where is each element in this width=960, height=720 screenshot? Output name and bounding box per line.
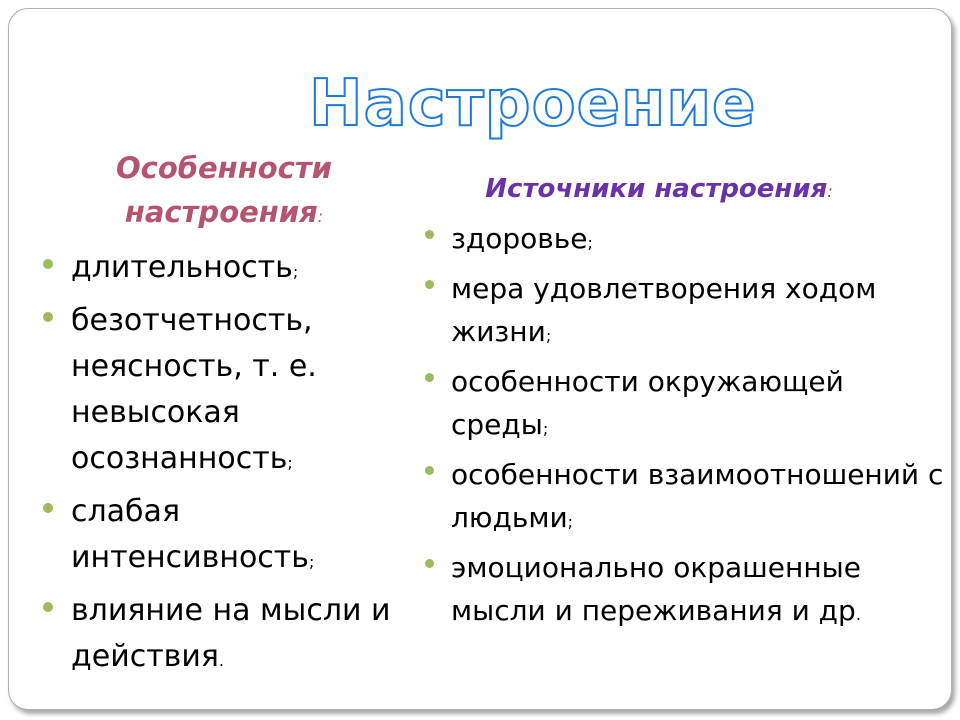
list-item-punct: . bbox=[855, 605, 861, 624]
slide bbox=[8, 8, 952, 710]
right-column-heading bbox=[429, 172, 889, 209]
list-item-text: особенности окружающей среды bbox=[451, 365, 844, 441]
list-item-punct: ; bbox=[292, 262, 299, 281]
bullet-dot-icon bbox=[425, 373, 434, 382]
list-item-text: здоровье bbox=[451, 222, 588, 255]
list-item bbox=[425, 546, 945, 636]
list-item-punct: ; bbox=[545, 326, 552, 345]
list-item-punct: . bbox=[218, 651, 224, 670]
list-item bbox=[425, 360, 945, 450]
list-item-punct: ; bbox=[542, 419, 549, 438]
list-item-punct: ; bbox=[287, 453, 293, 472]
list-item-text: особенности взаимоотношений с людьми bbox=[451, 458, 944, 534]
bullet-dot-icon bbox=[43, 259, 53, 269]
bullet-dot-icon bbox=[425, 280, 434, 289]
bullet-dot-icon bbox=[425, 559, 434, 568]
right-heading-colon: : bbox=[827, 182, 833, 201]
right-heading-text: Источники настроения bbox=[485, 174, 828, 204]
bullet-dot-icon bbox=[43, 312, 53, 322]
list-item bbox=[425, 217, 945, 264]
left-heading-line1: Особенности bbox=[116, 151, 332, 185]
list-item bbox=[43, 298, 393, 486]
list-item bbox=[425, 453, 945, 543]
list-item-text: длительность bbox=[71, 250, 293, 285]
bullet-dot-icon bbox=[425, 466, 434, 475]
list-item bbox=[425, 267, 945, 357]
bullet-dot-icon bbox=[43, 602, 53, 612]
left-column-heading bbox=[49, 146, 399, 239]
list-item bbox=[43, 245, 393, 295]
left-bullet-list bbox=[43, 245, 393, 687]
slide-title: Настроение bbox=[309, 67, 757, 141]
list-item-text: эмоционально окрашенные мысли и переживания и др bbox=[451, 551, 861, 627]
list-item-text: мера удовлетворения ходом жизни bbox=[451, 272, 877, 348]
list-item-punct: ; bbox=[567, 512, 574, 531]
bullet-dot-icon bbox=[43, 503, 53, 513]
list-item-punct: ; bbox=[308, 552, 315, 571]
list-item-text: влияние на мысли и действия bbox=[71, 593, 391, 674]
list-item bbox=[43, 588, 393, 684]
bullet-dot-icon bbox=[425, 230, 434, 239]
left-heading-colon: : bbox=[317, 207, 324, 226]
list-item-text: безотчетность, неясность, т. е. невысокая осознанность bbox=[71, 303, 317, 476]
list-item bbox=[43, 489, 393, 585]
left-heading-line2 bbox=[49, 190, 399, 239]
list-item-text: слабая интенсивность bbox=[71, 494, 309, 575]
left-heading-line2-text: настроения bbox=[124, 195, 318, 229]
right-bullet-list bbox=[425, 217, 945, 639]
list-item-punct: ; bbox=[587, 233, 593, 252]
